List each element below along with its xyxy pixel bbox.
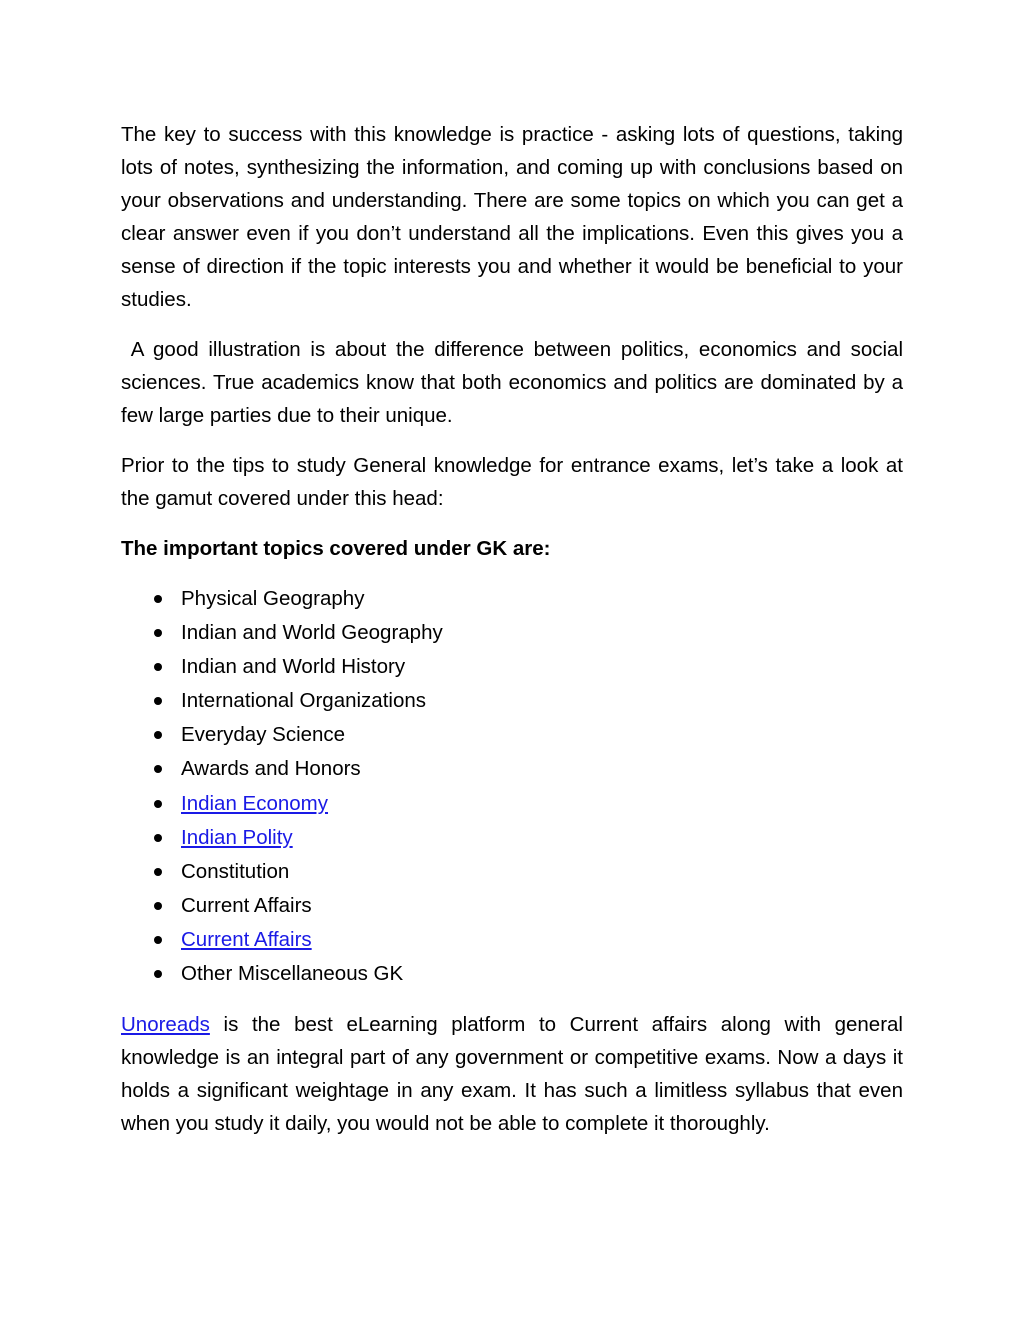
topic-label: Everyday Science [181,723,346,747]
topic-label: Indian and World Geography [181,621,443,645]
bullet-icon [154,834,162,842]
current-affairs-link[interactable]: Current Affairs [181,927,312,951]
topic-item [121,684,903,718]
illustration-paragraph: A good illustration is about the difference between politics, economics and social sciences. True academics know that both economics and politics are dominated by a few large parties due to their unique. [121,338,909,427]
bullet-icon [154,663,162,671]
topic-item [121,957,903,991]
topic-item [121,616,903,650]
bullet-icon [154,595,162,603]
indian-economy-link[interactable]: Indian Economy [181,791,329,815]
bullet-icon [154,970,162,978]
bullet-icon [154,765,162,773]
topic-label: International Organizations [181,689,427,713]
topic-label: Other Miscellaneous GK [181,962,404,986]
closing-paragraph [121,1008,903,1140]
bullet-icon [154,731,162,739]
topic-label: Constitution [181,859,290,883]
bullet-icon [154,697,162,705]
bullet-icon [154,629,162,637]
closing-text: is the best eLearning platform to Current affairs along with general knowledge is an integral part of any government or competitive exams. Now a days it holds a significant weightage in any exam. It has such a limitless syllabus that even when you study it daily, you would not be able to complete it thoroughly. [121,1013,903,1136]
topic-item [121,650,903,684]
topic-label: Current Affairs [181,893,312,917]
bullet-icon [154,868,162,876]
bullet-icon [154,936,162,944]
prior-paragraph: Prior to the tips to study General knowledge for entrance exams, let’s take a look at the gamut covered under this head: [121,454,903,510]
bullet-icon [154,902,162,910]
document-page [121,118,909,1140]
intro-paragraph: The key to success with this knowledge is practice - asking lots of questions, taking lots of notes, synthesizing the information, and coming up with conclusions based on your observations and understanding. There are some topics on which you can get a clear answer even if you don’t understand all the implications. Even this gives you a sense of direction if the topic interests you and whether it would be beneficial to your studies. [121,123,903,311]
topic-item [121,718,903,752]
topic-label: Indian and World History [181,655,406,679]
topic-item [121,752,903,786]
unoreads-link[interactable]: Unoreads [121,1013,210,1037]
topics-list [121,582,903,991]
topic-label: Physical Geography [181,587,365,610]
indian-polity-link[interactable]: Indian Polity [181,825,293,849]
topic-item [121,923,903,957]
topic-item [121,821,903,855]
topic-item [121,582,903,616]
topics-heading: The important topics covered under GK are: [121,537,551,560]
topic-label: Awards and Honors [181,757,361,781]
topic-item [121,889,903,923]
bullet-icon [154,800,162,808]
topic-item [121,787,903,821]
topic-item [121,855,903,889]
